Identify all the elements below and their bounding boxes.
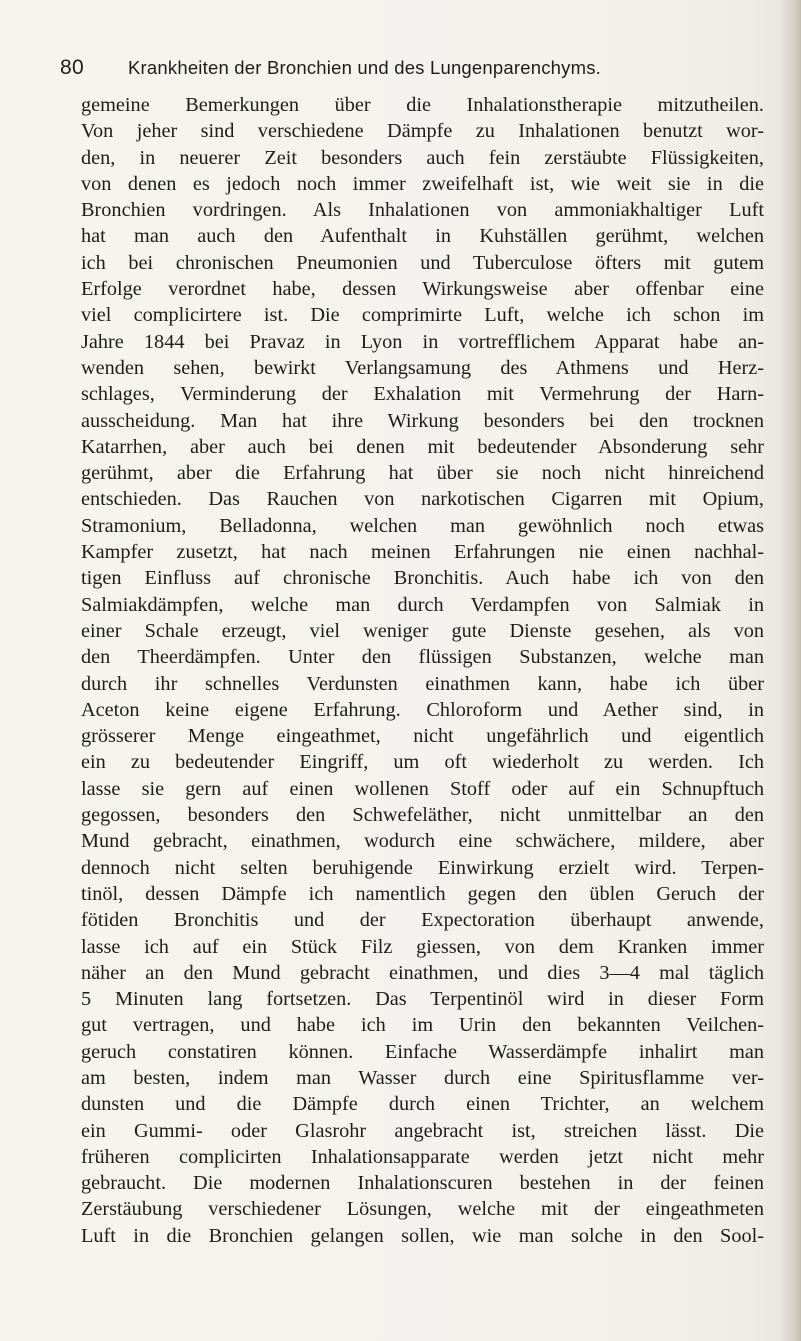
text-line: schlages, Verminderung der Exhalation mit Vermehrung der Harn-	[81, 383, 764, 406]
text-line: tinöl, dessen Dämpfe ich namentlich gegen den üblen Geruch der	[81, 882, 764, 905]
text-line: geruch constatiren können. Einfache Wasserdämpfe inhalirt man	[81, 1040, 764, 1063]
text-line: Luft in die Bronchien gelangen sollen, wie man solche in den Sool-	[81, 1224, 764, 1247]
text-line: früheren complicirten Inhalationsapparate werden jetzt nicht mehr	[81, 1145, 764, 1168]
text-line: Aceton keine eigene Erfahrung. Chloroform und Aether sind, in	[81, 698, 764, 721]
text-line: ein zu bedeutender Eingriff, um oft wiederholt zu werden. Ich	[81, 751, 764, 774]
text-line: viel complicirtere ist. Die comprimirte Luft, welche ich schon im	[81, 304, 764, 327]
text-line: grösserer Menge eingeathmet, nicht ungefährlich und eigentlich	[81, 725, 764, 748]
text-line: Erfolge verordnet habe, dessen Wirkungsweise aber offenbar eine	[81, 278, 764, 301]
text-line: ausscheidung. Man hat ihre Wirkung besonders bei den trocknen	[81, 409, 764, 432]
text-line: entschieden. Das Rauchen von narkotischen Cigarren mit Opium,	[81, 488, 764, 511]
text-line: fötiden Bronchitis und der Expectoration überhaupt anwende,	[81, 909, 764, 932]
text-line: Jahre 1844 bei Pravaz in Lyon in vortrefflichem Apparat habe an-	[81, 330, 764, 353]
text-line: lasse sie gern auf einen wollenen Stoff oder auf ein Schnupftuch	[81, 777, 764, 800]
text-line: gemeine Bemerkungen über die Inhalationstherapie mitzutheilen.	[81, 94, 764, 116]
text-line: einer Schale erzeugt, viel weniger gute Dienste gesehen, als von	[81, 619, 764, 642]
text-line: gut vertragen, und habe ich im Urin den bekannten Veilchen-	[81, 1014, 764, 1037]
text-line: Salmiakdämpfen, welche man durch Verdampfen von Salmiak in	[81, 593, 764, 616]
text-line: dennoch nicht selten beruhigende Einwirkung erzielt wird. Terpen-	[81, 856, 764, 879]
text-line: Bronchien vordringen. Als Inhalationen von ammoniakhaltiger Luft	[81, 199, 764, 222]
text-line: lasse ich auf ein Stück Filz giessen, von dem Kranken immer	[81, 935, 764, 958]
text-line: ich bei chronischen Pneumonien und Tuberculose öfters mit gutem	[81, 251, 764, 274]
text-line: Stramonium, Belladonna, welchen man gewöhnlich noch etwas	[81, 514, 764, 537]
text-line: durch ihr schnelles Verdunsten einathmen kann, habe ich über	[81, 672, 764, 695]
text-line: dunsten und die Dämpfe durch einen Trichter, an welchem	[81, 1093, 764, 1116]
text-line: Mund gebracht, einathmen, wodurch eine schwächere, mildere, aber	[81, 830, 764, 853]
text-line: wenden sehen, bewirkt Verlangsamung des Athmens und Herz-	[81, 356, 764, 379]
text-line: gegossen, besonders den Schwefeläther, nicht unmittelbar an den	[81, 804, 764, 827]
text-line: hat man auch den Aufenthalt in Kuhställen gerühmt, welchen	[81, 225, 764, 248]
text-line: Katarrhen, aber auch bei denen mit bedeutender Absonderung sehr	[81, 435, 764, 458]
text-line: den, in neuerer Zeit besonders auch fein zerstäubte Flüssigkeiten,	[81, 146, 764, 169]
text-line: gerühmt, aber die Erfahrung hat über sie noch nicht hinreichend	[81, 462, 764, 485]
running-title: Krankheiten der Bronchien und des Lungenparenchyms.	[128, 57, 602, 78]
page-edge-shadow	[779, 0, 801, 1341]
text-line: am besten, indem man Wasser durch eine Spiritusflamme ver-	[81, 1066, 764, 1089]
text-line: ein Gummi- oder Glasrohr angebracht ist, streichen lässt. Die	[81, 1119, 764, 1142]
text-line: den Theerdämpfen. Unter den flüssigen Substanzen, welche man	[81, 646, 764, 669]
text-line: Zerstäubung verschiedener Lösungen, welche mit der eingeathmeten	[81, 1198, 764, 1221]
text-line: Von jeher sind verschiedene Dämpfe zu Inhalationen benutzt wor-	[81, 120, 764, 143]
text-line: Kampfer zusetzt, hat nach meinen Erfahrungen nie einen nachhal-	[81, 541, 764, 564]
text-line: gebraucht. Die modernen Inhalationscuren bestehen in der feinen	[81, 1172, 764, 1195]
body-text	[81, 92, 764, 1249]
text-line: näher an den Mund gebracht einathmen, und dies 3—4 mal täglich	[81, 961, 764, 984]
page-number: 80	[60, 56, 84, 79]
text-line: 5 Minuten lang fortsetzen. Das Terpentinöl wird in dieser Form	[81, 988, 764, 1011]
page-header	[60, 56, 760, 86]
text-line: von denen es jedoch noch immer zweifelhaft ist, wie weit sie in die	[81, 172, 764, 195]
text-line: tigen Einfluss auf chronische Bronchitis. Auch habe ich von den	[81, 567, 764, 590]
